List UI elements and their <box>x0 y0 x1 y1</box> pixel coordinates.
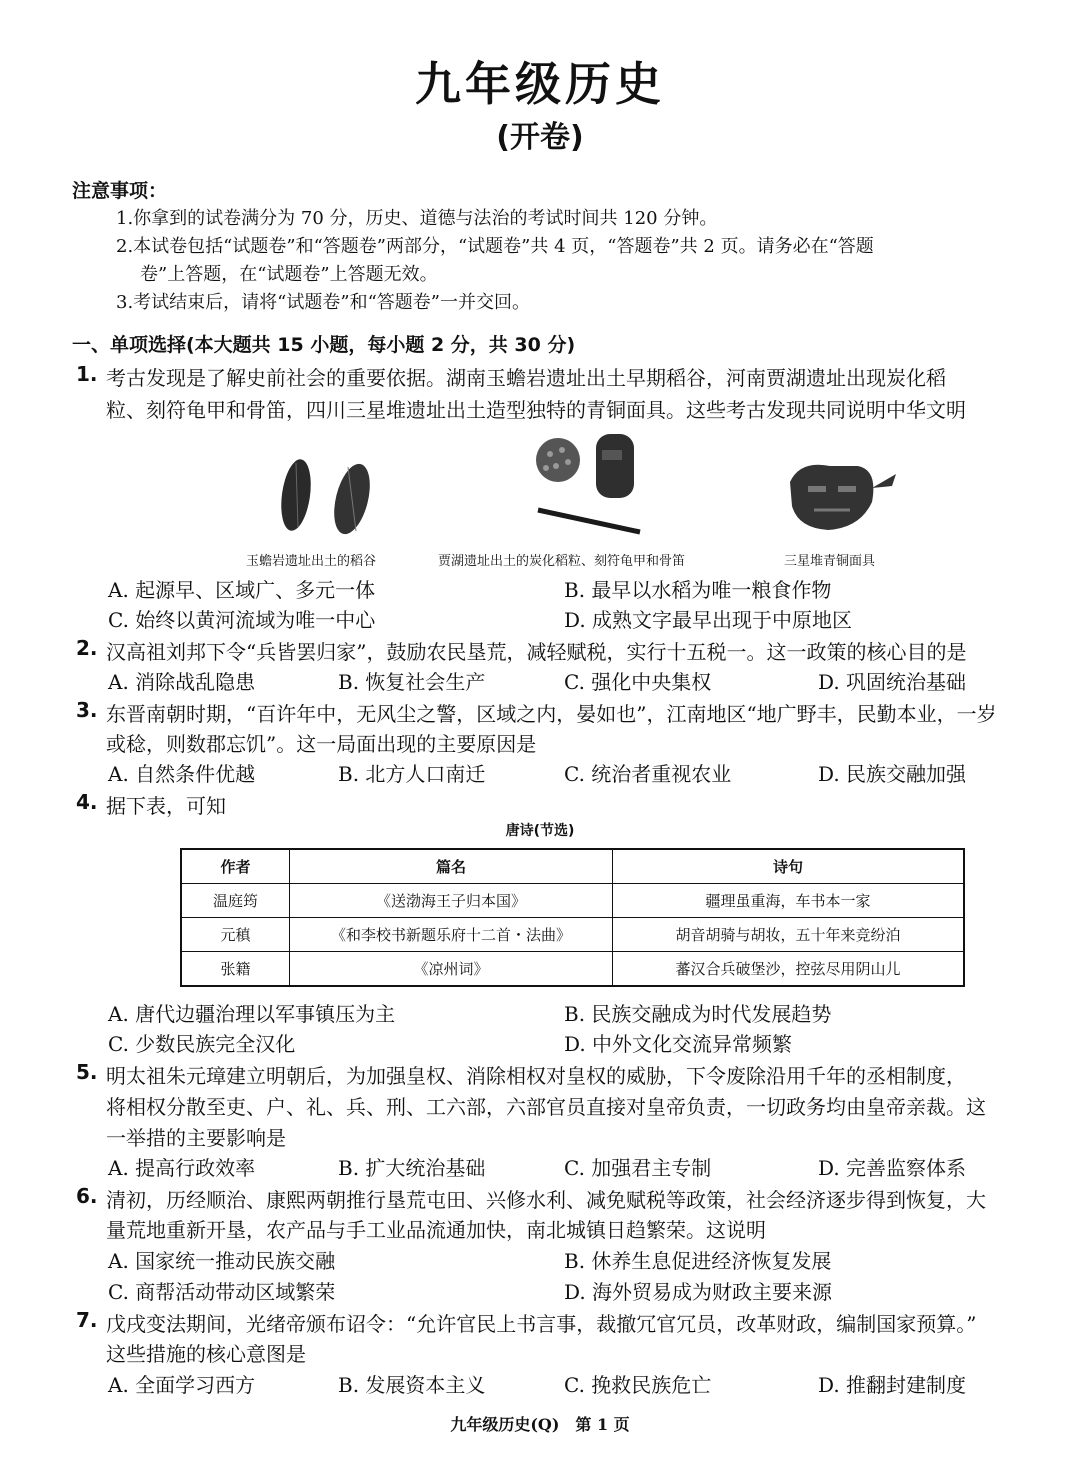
table-header-row <box>181 849 964 884</box>
question-text: 量荒地重新开垦，农产品与手工业品流通加快，南北城镇日趋繁荣。这说明 <box>106 1218 766 1242</box>
question-7 <box>76 1308 106 1332</box>
option-a[interactable]: A. 国家统一推动民族交融 <box>108 1249 336 1273</box>
option-d[interactable]: D. 成熟文字最早出现于中原地区 <box>564 608 853 632</box>
question-number: 2. <box>76 636 98 660</box>
notice-item: 2.本试卷包括“试题卷”和“答题卷”两部分，“试题卷”共 4 页，“答题卷”共 2 页。请务必在“答题 <box>116 236 874 257</box>
question-number: 4. <box>76 790 98 814</box>
option-d[interactable]: D. 海外贸易成为财政主要来源 <box>564 1280 833 1304</box>
option-d[interactable]: D. 巩固统治基础 <box>818 670 967 694</box>
table-cell: 《和李校书新题乐府十二首・法曲》 <box>290 918 613 952</box>
table-row <box>181 952 964 987</box>
option-b[interactable]: B. 最早以水稻为唯一粮食作物 <box>564 578 832 602</box>
question-number: 5. <box>76 1060 98 1084</box>
table-cell: 蕃汉合兵破堡沙，控弦尽用阴山儿 <box>613 952 965 987</box>
question-2 <box>76 636 106 660</box>
option-c[interactable]: C. 商帮活动带动区域繁荣 <box>108 1280 336 1304</box>
option-a[interactable]: A. 全面学习西方 <box>108 1373 256 1397</box>
notice-item: 3.考试结束后，请将“试题卷”和“答题卷”一并交回。 <box>116 292 530 313</box>
question-text: 明太祖朱元璋建立明朝后，为加强皇权、消除相权对皇权的威胁，下令废除沿用千年的丞相制度， <box>106 1064 966 1088</box>
question-text: 或稔，则数郡忘饥”。这一局面出现的主要原因是 <box>106 732 537 756</box>
page-title: 九年级历史 <box>415 57 665 111</box>
table-cell: 胡音胡骑与胡妆，五十年来竞纷泊 <box>613 918 965 952</box>
option-a[interactable]: A. 唐代边疆治理以军事镇压为主 <box>108 1002 396 1026</box>
option-a[interactable]: A. 起源早、区域广、多元一体 <box>108 578 376 602</box>
notice-heading: 注意事项： <box>72 180 168 202</box>
rice-grain-image <box>268 455 378 540</box>
option-c[interactable]: C. 始终以黄河流域为唯一中心 <box>108 608 376 632</box>
option-d[interactable]: D. 推翻封建制度 <box>818 1373 967 1397</box>
column-header: 诗句 <box>613 849 965 884</box>
page-subtitle: (开卷) <box>496 120 584 155</box>
column-header: 作者 <box>181 849 290 884</box>
option-a[interactable]: A. 提高行政效率 <box>108 1156 256 1180</box>
question-number: 1. <box>76 362 98 386</box>
question-number: 7. <box>76 1308 98 1332</box>
notice-item: 1.你拿到的试卷满分为 70 分，历史、道德与法治的考试时间共 120 分钟。 <box>116 208 718 229</box>
question-1 <box>76 362 106 386</box>
poem-table <box>180 848 965 987</box>
option-b[interactable]: B. 扩大统治基础 <box>338 1156 486 1180</box>
question-text: 戊戌变法期间，光绪帝颁布诏令：“允许官民上书言事，裁撤冗官冗员，改革财政，编制国家预算。” <box>106 1312 977 1336</box>
option-a[interactable]: A. 消除战乱隐患 <box>108 670 256 694</box>
option-b[interactable]: B. 休养生息促进经济恢复发展 <box>564 1249 832 1273</box>
option-b[interactable]: B. 北方人口南迁 <box>338 762 486 786</box>
table-cell: 疆理虽重海，车书本一家 <box>613 884 965 918</box>
table-caption: 唐诗(节选) <box>505 823 575 839</box>
column-header: 篇名 <box>290 849 613 884</box>
table-row <box>181 918 964 952</box>
table-cell: 张籍 <box>181 952 290 987</box>
jiahu-relics-image <box>530 430 650 545</box>
question-text: 据下表，可知 <box>106 794 226 818</box>
table-row <box>181 884 964 918</box>
option-d[interactable]: D. 民族交融加强 <box>818 762 967 786</box>
question-text: 考古发现是了解史前社会的重要依据。湖南玉蟾岩遗址出土早期稻谷，河南贾湖遗址出现炭化稻 <box>106 366 946 390</box>
option-c[interactable]: C. 加强君主专制 <box>564 1156 712 1180</box>
section-title: 一、单项选择(本大题共 15 小题，每小题 2 分，共 30 分) <box>72 334 576 356</box>
option-b[interactable]: B. 发展资本主义 <box>338 1373 486 1397</box>
option-d[interactable]: D. 中外文化交流异常频繁 <box>564 1032 793 1056</box>
table-cell: 元稹 <box>181 918 290 952</box>
option-c[interactable]: C. 挽救民族危亡 <box>564 1373 712 1397</box>
question-text: 一举措的主要影响是 <box>106 1126 286 1150</box>
question-text: 这些措施的核心意图是 <box>106 1342 306 1366</box>
table-cell: 《凉州词》 <box>290 952 613 987</box>
option-a[interactable]: A. 自然条件优越 <box>108 762 256 786</box>
page-footer: 九年级历史(Q) 第 1 页 <box>450 1415 630 1434</box>
question-text: 清初，历经顺治、康熙两朝推行垦荒屯田、兴修水利、减免赋税等政策，社会经济逐步得到恢复，大 <box>106 1188 986 1212</box>
image-caption: 贾湖遗址出土的炭化稻粒、刻符龟甲和骨笛 <box>438 554 686 569</box>
question-text: 将相权分散至吏、户、礼、兵、刑、工六部，六部官员直接对皇帝负责，一切政务均由皇帝亲裁。这 <box>106 1095 986 1119</box>
question-6 <box>76 1184 106 1208</box>
question-3 <box>76 698 106 722</box>
option-d[interactable]: D. 完善监察体系 <box>818 1156 967 1180</box>
question-4 <box>76 790 106 814</box>
image-caption: 三星堆青铜面具 <box>784 554 876 569</box>
question-text: 东晋南朝时期，“百许年中，无风尘之警，区域之内，晏如也”，江南地区“地广野丰，民勤本业，一岁 <box>106 702 997 726</box>
table-cell: 《送渤海王子归本国》 <box>290 884 613 918</box>
notice-item: 卷”上答题，在“试题卷”上答题无效。 <box>140 264 438 285</box>
bronze-mask-image <box>780 452 900 537</box>
question-text: 汉高祖刘邦下令“兵皆罢归家”，鼓励农民垦荒，减轻赋税，实行十五税一。这一政策的核心目的是 <box>106 640 967 664</box>
option-c[interactable]: C. 统治者重视农业 <box>564 762 732 786</box>
question-5 <box>76 1060 106 1084</box>
option-c[interactable]: C. 强化中央集权 <box>564 670 712 694</box>
image-caption: 玉蟾岩遗址出土的稻谷 <box>246 554 377 569</box>
table-cell: 温庭筠 <box>181 884 290 918</box>
option-b[interactable]: B. 恢复社会生产 <box>338 670 486 694</box>
question-text: 粒、刻符龟甲和骨笛，四川三星堆遗址出土造型独特的青铜面具。这些考古发现共同说明中华文明 <box>106 398 966 422</box>
question-number: 6. <box>76 1184 98 1208</box>
question-number: 3. <box>76 698 98 722</box>
option-b[interactable]: B. 民族交融成为时代发展趋势 <box>564 1002 832 1026</box>
option-c[interactable]: C. 少数民族完全汉化 <box>108 1032 296 1056</box>
